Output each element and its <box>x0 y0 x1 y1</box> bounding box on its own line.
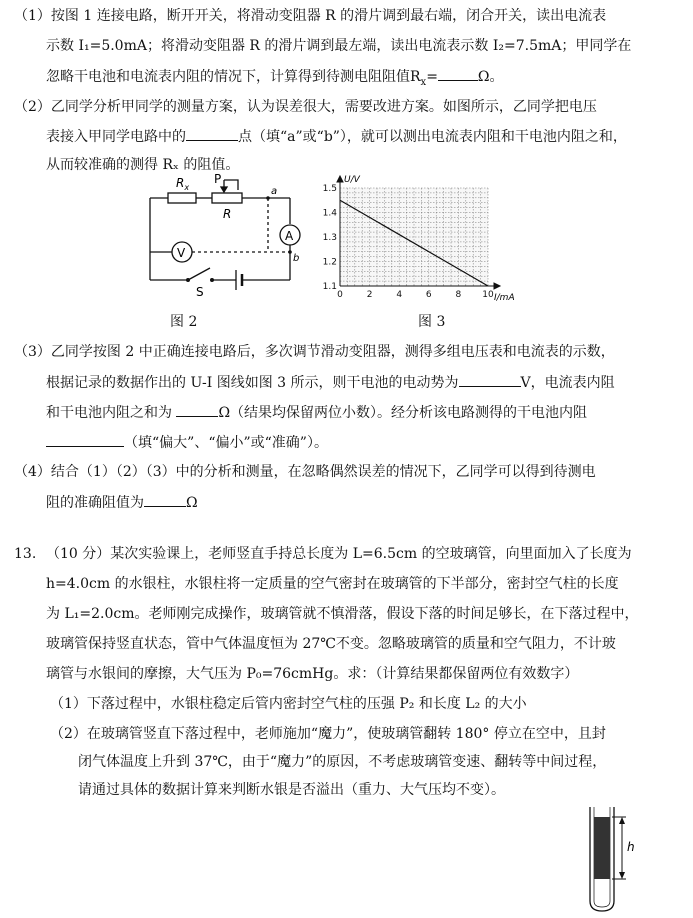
q12-part2-text-a: 表接入甲同学电路中的 <box>46 129 186 145</box>
x-tick-label: 4 <box>396 290 403 300</box>
q13-number: 13. <box>14 546 37 562</box>
label-ammeter: A <box>285 229 294 243</box>
q12-part2-line3: 从而较准确的测得 Rₓ 的阻值。 <box>46 157 240 173</box>
ui-chart <box>318 172 528 302</box>
unit-ohm: Ω。 <box>477 69 504 85</box>
q13-line1: （10 分）某次实验课上，老师竖直手持总长度为 L=6.5cm 的空玻璃管，向里面加入了长度为 <box>46 546 632 562</box>
answer-blank-node[interactable] <box>186 126 238 141</box>
q12-part1-line3 <box>46 66 504 93</box>
q13-line2: h=4.0cm 的水银柱，水银柱将一定质量的空气密封在玻璃管的下半部分，密封空气柱的长度 <box>46 576 619 592</box>
label-switch: S <box>196 285 204 298</box>
q12-part3-line2 <box>46 372 615 393</box>
q12-part3-line3 <box>46 402 587 423</box>
label-voltmeter: V <box>177 246 186 260</box>
x-axis-label: I/mA <box>494 293 515 302</box>
answer-blank-accurate-r[interactable] <box>144 492 186 507</box>
y-axis-label: U/V <box>344 175 360 185</box>
q12-part2-line2 <box>46 126 627 147</box>
fig3-caption: 图 3 <box>418 314 446 330</box>
y-tick-label: 1.5 <box>322 184 337 194</box>
answer-blank-resistance[interactable] <box>176 402 218 417</box>
answer-blank-bias[interactable] <box>46 432 124 447</box>
q13-line4: 玻璃管保持竖直状态，管中气体温度恒为 27℃不变。忽略玻璃管的质量和空气阻力，不计玻 <box>46 636 616 652</box>
label-node-b: b <box>293 253 300 264</box>
q12-part2-line1: （2）乙同学分析甲同学的测量方案，认为误差很大，需要改进方案。如图所示，乙同学把电压 <box>14 99 597 115</box>
q13-sub2-line1: （2）在玻璃管竖直下落过程中，老师施加“魔力”，使玻璃管翻转 180° 停立在空中，且封 <box>50 726 606 742</box>
y-tick-label: 1.2 <box>322 257 337 268</box>
q12-part4-text-b: Ω <box>186 495 198 511</box>
glass-tube-diagram <box>580 805 660 915</box>
slider-arrow <box>221 187 227 192</box>
label-node-a: a <box>271 186 278 197</box>
x-tick-label: 8 <box>455 290 462 300</box>
equals-sign: = <box>426 69 438 85</box>
q13-sub2-line2: 闭气体温度上升到 37℃，由于“魔力”的原因，不考虑玻璃管变速、翻转等中间过程， <box>78 754 607 770</box>
q12-part3-text-c: 和干电池内阻之和为 <box>46 405 177 421</box>
label-p: P <box>214 172 222 186</box>
q12-part3-text-b: V，电流表内阻 <box>520 375 615 391</box>
q12-part3-text-e: （填“偏大”、“偏小”或“准确”）。 <box>124 435 328 451</box>
y-tick-label: 1.3 <box>322 233 337 243</box>
q13-line3: 为 L₁=2.0cm。老师刚完成操作，玻璃管就不慎滑落，假设下落的时间足够长，在下落过程中， <box>46 606 639 622</box>
y-axis-arrow <box>337 176 343 182</box>
circuit-diagram <box>140 168 310 298</box>
x-axis-arrow <box>494 283 500 289</box>
q12-part1-line2: 示数 I₁=5.0mA；将滑动变阻器 R 的滑片调到最左端，读出电流表示数 I₂=7.5mA；甲同学在 <box>46 38 632 54</box>
q12-part4-text-a: 阻的准确阻值为 <box>46 495 144 511</box>
y-tick-label: 1.4 <box>322 208 337 219</box>
answer-blank-rx[interactable] <box>438 66 478 81</box>
x-tick-label: 10 <box>482 290 494 300</box>
q12-part3-text-a: 根据记录的数据作出的 U-I 图线如图 3 所示，则干电池的电动势为 <box>46 375 459 391</box>
label-h: h <box>627 840 635 854</box>
q12-part4-line2 <box>46 492 198 513</box>
label-r: R <box>223 207 232 221</box>
q12-part4-line1: （4）结合（1）（2）（3）中的分析和测量，在忽略偶然误差的情况下，乙同学可以得到待测电 <box>14 464 596 480</box>
y-tick-label: 1.1 <box>322 282 337 292</box>
rx-subscript: x <box>420 76 427 88</box>
answer-blank-emf[interactable] <box>459 372 521 387</box>
q13-sub2-line3: 请通过具体的数据计算来判断水银是否溢出（重力、大气压均不变）。 <box>78 782 505 798</box>
q12-part3-line4 <box>46 432 328 453</box>
q12-part1-text: 忽略干电池和电流表内阻的情况下，计算得到待测电阻阻值R <box>46 69 421 85</box>
q12-part1-line1: （1）按图 1 连接电路，断开开关，将滑动变阻器 R 的滑片调到最右端，闭合开关，读出电流表 <box>14 8 607 24</box>
switch <box>188 268 210 280</box>
fig2-caption: 图 2 <box>170 314 198 330</box>
mercury-column <box>594 817 610 879</box>
q12-part3-text-d: Ω（结果均保留两位小数）。经分析该电路测得的干电池内阻 <box>218 405 588 421</box>
x-tick-label: 0 <box>337 290 343 300</box>
x-tick-label: 6 <box>425 290 432 300</box>
q12-part2-text-b: 点（填“a”或“b”），就可以测出电流表内阻和干电池内阻之和， <box>238 129 627 145</box>
q12-part3-line1: （3）乙同学按图 2 中正确连接电路后，多次调节滑动变阻器，测得多组电压表和电流表的示数， <box>14 344 615 360</box>
resistor-rx <box>168 193 196 203</box>
q13-sub1: （1）下落过程中，水银柱稳定后管内密封空气柱的压强 P₂ 和长度 L₂ 的大小 <box>50 696 527 712</box>
label-rx: $R_x$ <box>176 176 190 192</box>
x-tick-label: 2 <box>366 290 373 300</box>
rheostat-r <box>212 193 242 203</box>
q13-line5: 璃管与水银间的摩擦，大气压为 P₀=76cmHg。求：（计算结果都保留两位有效数字） <box>46 666 579 682</box>
